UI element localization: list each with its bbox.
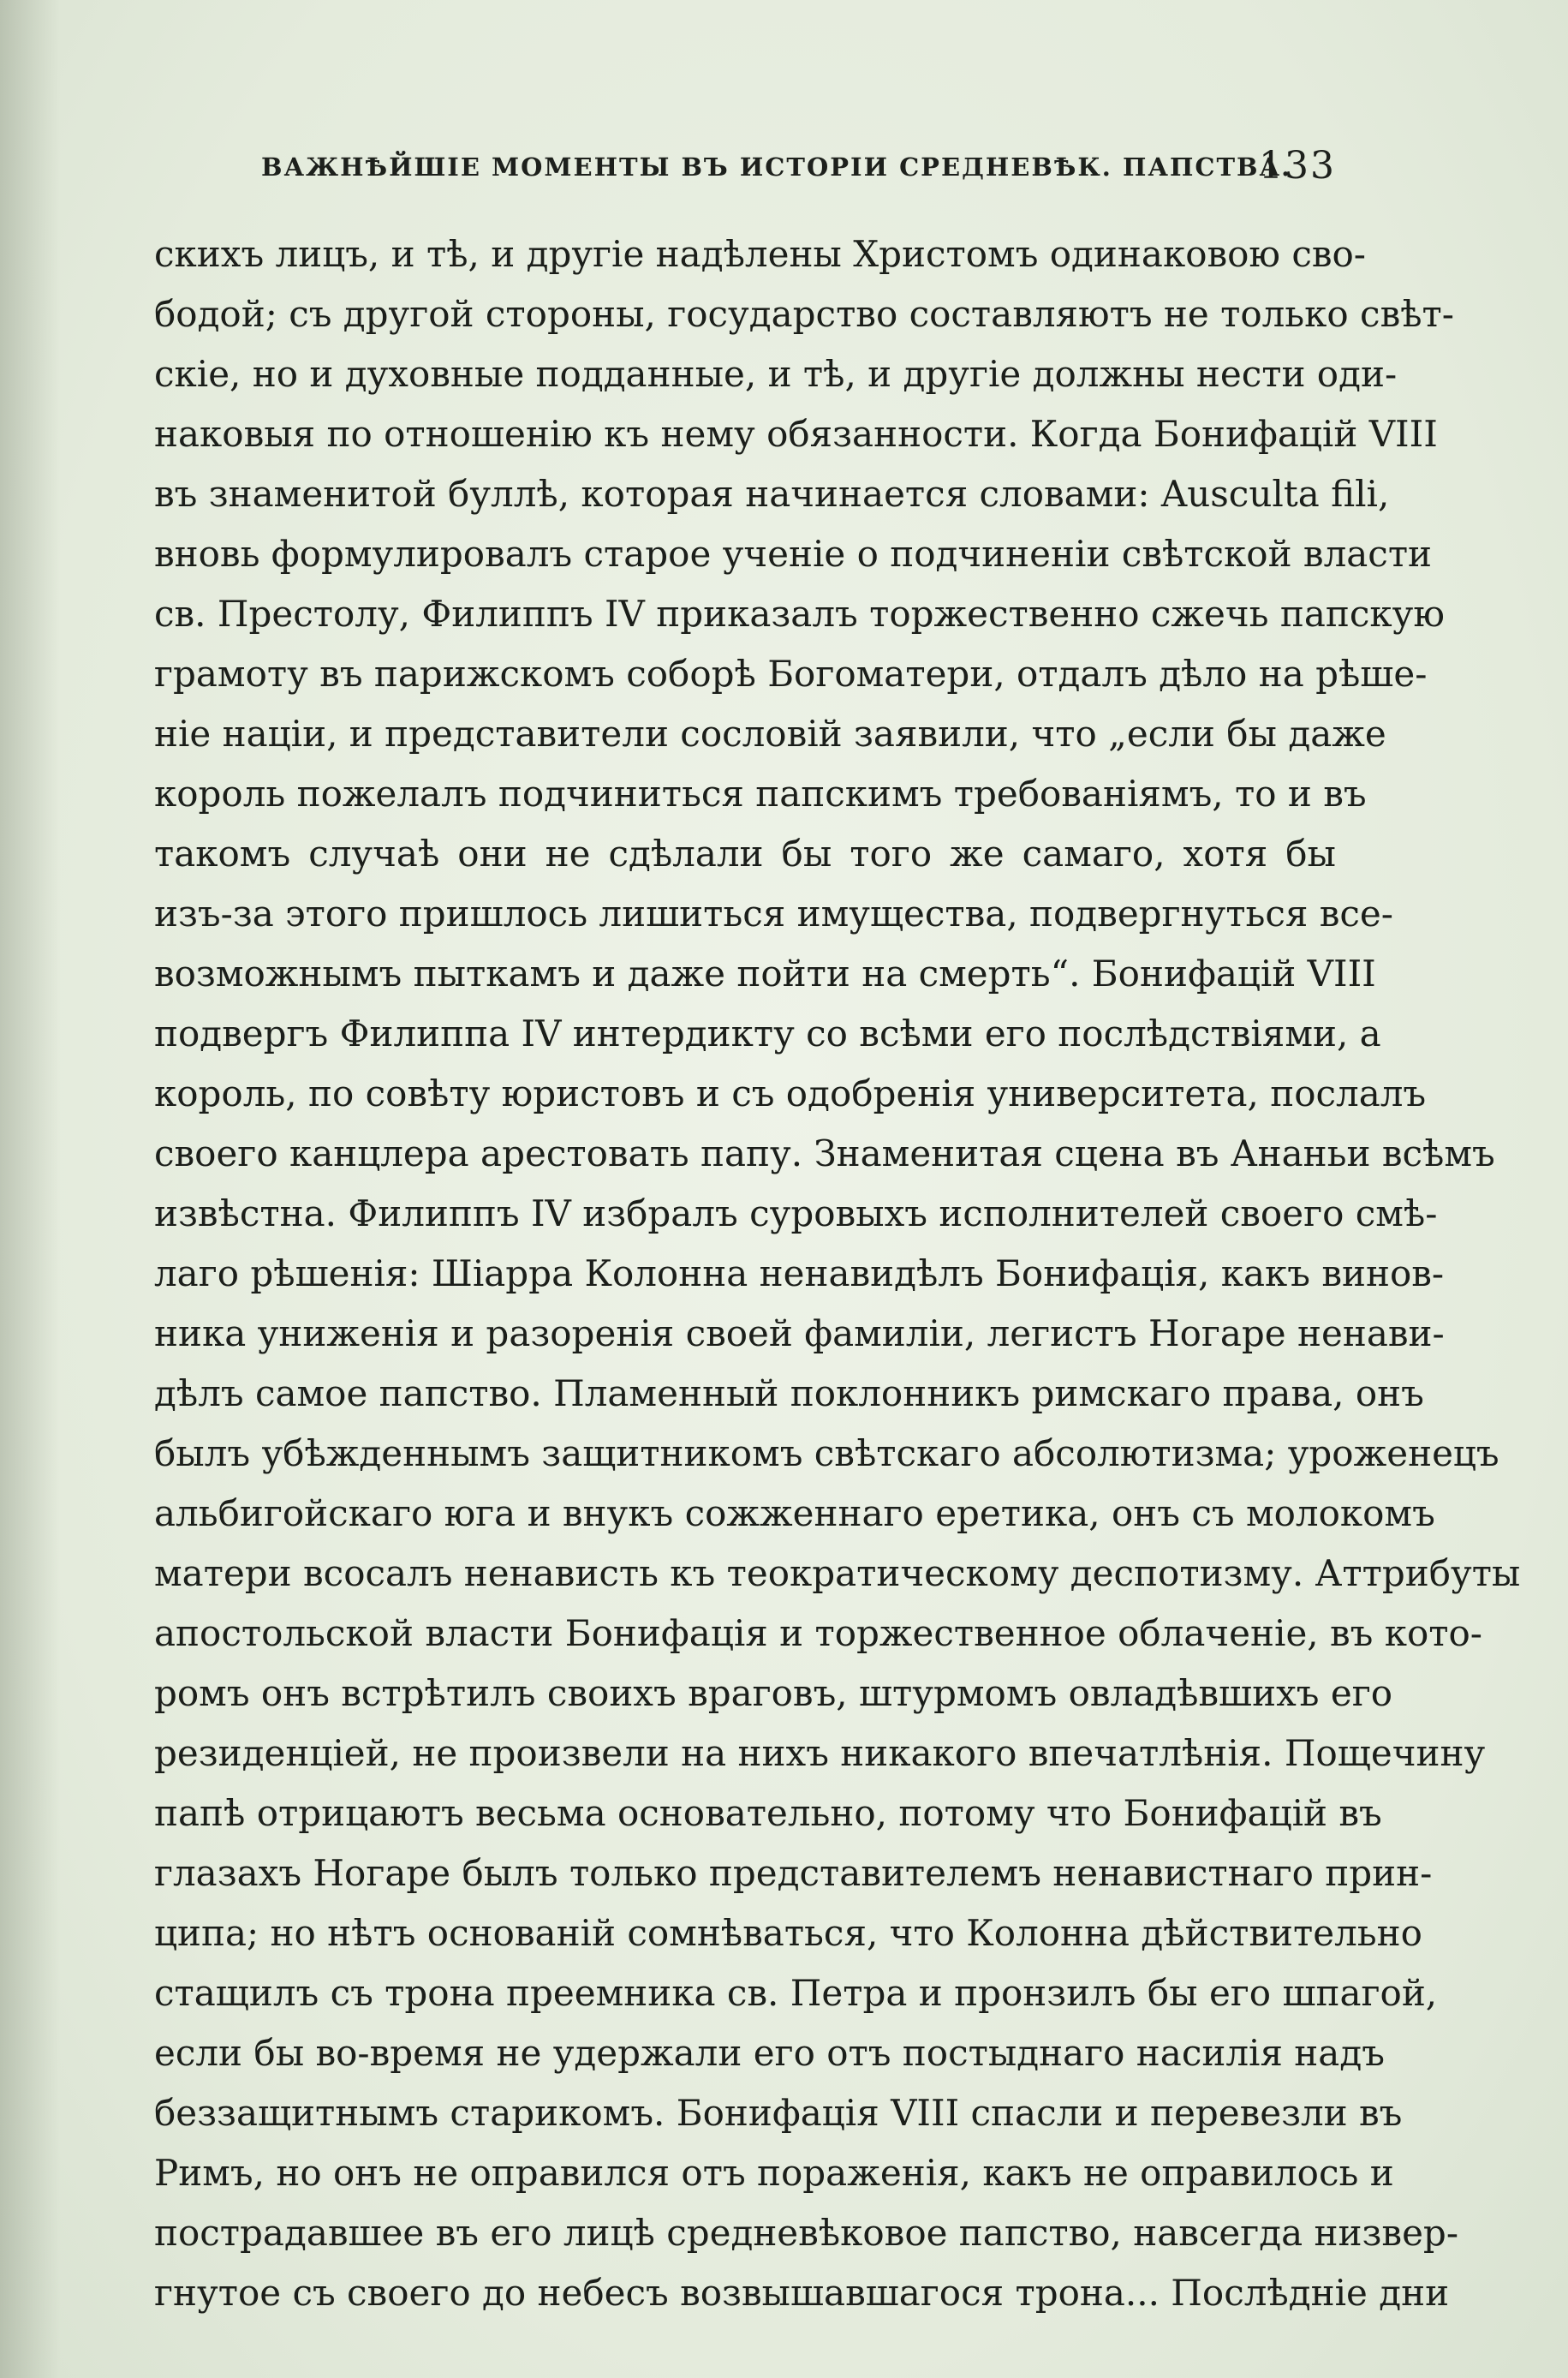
- text-line: св. Престолу, Филиппъ IV приказалъ торжественно сжечь папскую: [154, 593, 1445, 635]
- text-line: изъ-за этого пришлось лишиться имущества, подвергнуться все-: [154, 893, 1393, 935]
- text-line: наковыя по отношенію къ нему обязанности. Когда Бонифацій VIII: [154, 413, 1438, 455]
- text-line: ника униженія и разоренія своей фамиліи, легистъ Ногаре ненави-: [154, 1312, 1445, 1354]
- text-line: матери всосалъ ненависть къ теократическому деспотизму. Аттрибуты: [154, 1552, 1521, 1594]
- text-line: гнутое съ своего до небесъ возвышавшагося трона... Послѣдніе дни: [154, 2272, 1450, 2314]
- text-line: былъ убѣжденнымъ защитникомъ свѣтскаго абсолютизма; уроженецъ: [154, 1432, 1499, 1474]
- text-line: вновь формулировалъ старое ученіе о подчиненіи свѣтской власти: [154, 533, 1433, 575]
- text-line: стащилъ съ трона преемника св. Петра и пронзилъ бы его шпагой,: [154, 1972, 1438, 2014]
- text-line: извѣстна. Филиппъ IV избралъ суровыхъ исполнителей своего смѣ-: [154, 1192, 1438, 1234]
- page-header: [261, 144, 1336, 204]
- page-edge-shadow: [0, 0, 60, 2378]
- text-line: Римъ, но онъ не оправился отъ пораженія, какъ не оправилось и: [154, 2152, 1394, 2194]
- text-line: ромъ онъ встрѣтилъ своихъ враговъ, штурмомъ овладѣвшихъ его: [154, 1672, 1393, 1714]
- text-line: папѣ отрицаютъ весьма основательно, потому что Бонифацій въ: [154, 1792, 1382, 1834]
- text-line: грамоту въ парижскомъ соборѣ Богоматери, отдалъ дѣло на рѣше-: [154, 653, 1428, 695]
- text-line: скихъ лицъ, и тѣ, и другіе надѣлены Христомъ одинаковою сво-: [154, 233, 1366, 275]
- text-line: альбигойскаго юга и внукъ сожженнаго еретика, онъ съ молокомъ: [154, 1492, 1435, 1534]
- text-line: подвергъ Филиппа IV интердикту со всѣми его послѣдствіями, а: [154, 1013, 1381, 1055]
- text-line: ципа; но нѣтъ основаній сомнѣваться, что Колонна дѣйствительно: [154, 1912, 1422, 1954]
- text-line: дѣлъ самое папство. Пламенный поклонникъ римскаго права, онъ: [154, 1372, 1424, 1414]
- text-line: въ знаменитой буллѣ, которая начинается словами: Ausculta fili,: [154, 473, 1390, 515]
- text-line: бодой; съ другой стороны, государство составляютъ не только свѣт-: [154, 293, 1454, 335]
- text-line: апостольской власти Бонифація и торжественное облаченіе, въ кото-: [154, 1612, 1482, 1654]
- text-line: беззащитнымъ старикомъ. Бонифація VIII спасли и перевезли въ: [154, 2092, 1403, 2134]
- text-line: если бы во-время не удержали его отъ постыднаго насилія надъ: [154, 2032, 1385, 2074]
- text-line: возможнымъ пыткамъ и даже пойти на смерть“. Бонифацій VIII: [154, 953, 1376, 995]
- text-line: пострадавшее въ его лицѣ средневѣковое папство, навсегда низвер-: [154, 2212, 1459, 2254]
- text-line: король пожелалъ подчиниться папскимъ требованіямъ, то и въ: [154, 773, 1367, 815]
- text-line: скіе, но и духовные подданные, и тѣ, и другіе должны нести оди-: [154, 353, 1398, 395]
- running-title: ВАЖНѢЙШІЕ МОМЕНТЫ ВЪ ИСТОРІИ СРЕДНЕВѢК. ПАПСТВА.: [261, 152, 1292, 182]
- page-number: 133: [1259, 144, 1336, 188]
- text-line: король, по совѣту юристовъ и съ одобренія университета, послалъ: [154, 1072, 1427, 1114]
- text-line: лаго рѣшенія: Шіарра Колонна ненавидѣлъ Бонифація, какъ винов-: [154, 1252, 1445, 1294]
- text-line: ніе націи, и представители сословій заявили, что „если бы даже: [154, 713, 1386, 755]
- body-text: [154, 224, 1521, 2323]
- text-line: глазахъ Ногаре былъ только представителемъ ненавистнаго прин-: [154, 1852, 1433, 1894]
- text-line: резиденціей, не произвели на нихъ никакого впечатлѣнія. Пощечину: [154, 1732, 1486, 1774]
- text-line: своего канцлера арестовать папу. Знаменитая сцена въ Ананьи всѣмъ: [154, 1132, 1495, 1174]
- text-line: такомъ случаѣ они не сдѣлали бы того же самаго, хотя бы: [154, 833, 1336, 875]
